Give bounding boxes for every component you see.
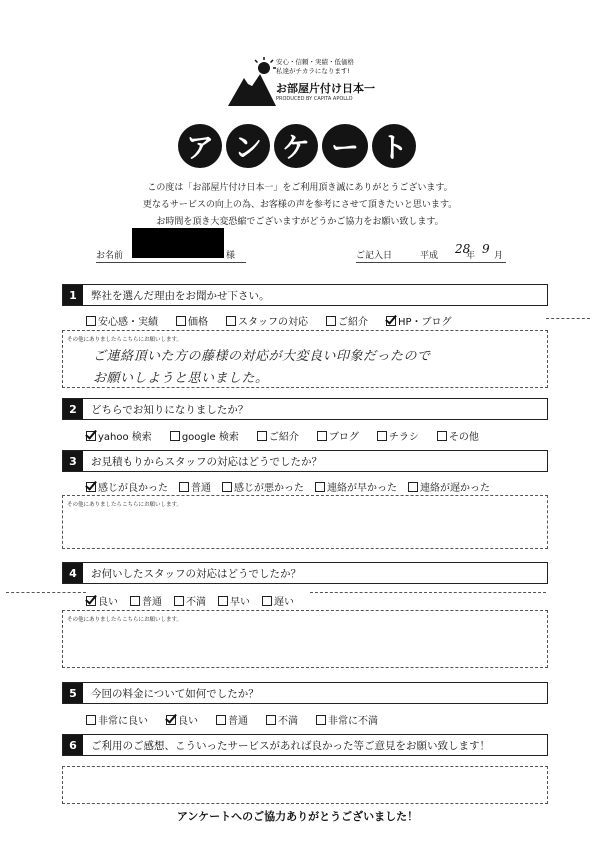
checkbox[interactable] [130, 596, 140, 606]
question-2-options [86, 428, 479, 443]
checkbox-checked[interactable] [166, 715, 176, 725]
question-text: お見積もりからスタッフの対応はどうでしたか？ [91, 456, 322, 468]
checkbox[interactable] [437, 431, 447, 441]
checkbox[interactable] [262, 596, 272, 606]
checkbox[interactable] [408, 482, 418, 492]
title-char: ト [372, 124, 416, 168]
date-month-handwritten: 9 [482, 242, 490, 256]
option-slow-contact[interactable]: 連絡が遅かった [408, 479, 490, 494]
page-title [178, 122, 422, 172]
question-5-options [86, 712, 378, 727]
checkbox-checked[interactable] [86, 596, 96, 606]
option-dissatisfied[interactable]: 不満 [174, 593, 206, 608]
intro-text: この度は「お部屋片付け日本一」をご利用頂き誠にありがとうございます。 更なるサービスの向上の為、お客様の声を参考にさせて頂きたいと思います。 お時間を頂き大変恐縮でございますがどうかご協力をお願い致します。 [142, 183, 458, 227]
comment-box-1[interactable] [62, 330, 548, 388]
question-1 [62, 284, 548, 306]
checkbox[interactable] [316, 715, 326, 725]
checkbox-checked[interactable] [86, 431, 96, 441]
checkbox[interactable] [315, 482, 325, 492]
date-underline [356, 262, 506, 263]
checkbox[interactable] [326, 316, 336, 326]
checkbox[interactable] [216, 715, 226, 725]
date-era: 平成 [420, 251, 439, 261]
option-price[interactable]: 価格 [176, 313, 208, 328]
option-anshin[interactable]: 安心感・実績 [86, 313, 158, 328]
checkbox[interactable] [179, 482, 189, 492]
checkbox[interactable] [86, 715, 96, 725]
question-number: 1 [63, 285, 83, 305]
date-label: ご記入日 [356, 251, 393, 261]
question-text: お伺いしたスタッフの対応はどうでしたか？ [91, 568, 301, 580]
option-normal[interactable]: 普通 [179, 479, 211, 494]
checkbox[interactable] [176, 316, 186, 326]
question-number: 3 [63, 451, 83, 471]
question-6 [62, 734, 548, 756]
handwritten-comment-line: お願いしようと思いました。 [93, 371, 269, 386]
option-other[interactable]: その他 [437, 428, 479, 443]
date-month-unit: 月 [494, 251, 504, 261]
checkbox-checked[interactable] [386, 316, 396, 326]
logo-name: お部屋片付け日本一 [276, 82, 375, 95]
checkbox[interactable] [218, 596, 228, 606]
name-suffix: 様 [226, 251, 236, 261]
question-number: 6 [63, 735, 83, 755]
stray-dashed-line [6, 592, 86, 593]
question-number: 5 [63, 683, 83, 703]
checkbox[interactable] [377, 431, 387, 441]
option-yahoo[interactable]: yahoo 検索 [86, 428, 152, 443]
checkbox[interactable] [174, 596, 184, 606]
checkbox[interactable] [170, 431, 180, 441]
question-5 [62, 682, 548, 704]
comment-box-6[interactable] [62, 766, 548, 804]
checkbox[interactable] [86, 316, 96, 326]
footer-thanks: アンケートへのご協力ありがとうございました！ [176, 810, 419, 823]
option-normal[interactable]: 普通 [216, 712, 248, 727]
comment-hint: その他にありましたらこちらにお願いします。 [67, 502, 183, 508]
date-year-unit: 年 [466, 251, 476, 261]
question-text: 弊社を選んだ理由をお聞かせ下さい。 [91, 290, 270, 302]
option-referral[interactable]: ご紹介 [326, 313, 368, 328]
question-1-options [86, 313, 452, 328]
question-text: ご利用のご感想、こういったサービスがあれば良かった等ご意見をお願い致します！ [91, 740, 490, 752]
question-3-options [86, 479, 490, 494]
option-google[interactable]: google 検索 [170, 428, 239, 443]
option-flyer[interactable]: チラシ [377, 428, 419, 443]
option-good[interactable]: 良い [86, 593, 118, 608]
stray-dashed-line [546, 318, 590, 319]
question-number: 4 [63, 563, 83, 583]
question-2 [62, 398, 548, 420]
comment-hint: その他にありましたらこちらにお願いします。 [67, 617, 183, 623]
option-slow[interactable]: 遅い [262, 593, 294, 608]
logo-tagline: 安心・信頼・実績・低価格 私達がチカラになります! [276, 58, 354, 75]
option-very-good[interactable]: 非常に良い [86, 712, 148, 727]
option-referral[interactable]: ご紹介 [257, 428, 299, 443]
question-4-options [86, 593, 294, 608]
option-good-impression[interactable]: 感じが良かった [86, 479, 168, 494]
title-char: ケ [274, 124, 318, 168]
option-hp-blog[interactable]: HP・ブログ [386, 313, 452, 328]
checkbox-checked[interactable] [86, 482, 96, 492]
question-text: どちらでお知りになりましたか？ [91, 404, 249, 416]
option-blog[interactable]: ブログ [317, 428, 359, 443]
checkbox[interactable] [317, 431, 327, 441]
question-4 [62, 562, 548, 584]
option-dissatisfied[interactable]: 不満 [266, 712, 298, 727]
question-text: 今回の料金について如何でしたか？ [91, 688, 259, 700]
comment-box-4[interactable] [62, 610, 548, 668]
option-very-dissatisfied[interactable]: 非常に不満 [316, 712, 378, 727]
checkbox[interactable] [257, 431, 267, 441]
handwritten-comment-line: ご連絡頂いた方の藤様の対応が大変良い印象だったので [93, 349, 431, 364]
stray-dashed-line [310, 592, 546, 593]
title-char: ー [322, 124, 368, 168]
option-fast[interactable]: 早い [218, 593, 250, 608]
name-label: お名前 [96, 251, 124, 261]
title-char: ン [226, 124, 270, 168]
comment-box-3[interactable] [62, 495, 548, 549]
name-underline [96, 262, 246, 263]
option-staff[interactable]: スタッフの対応 [226, 313, 308, 328]
option-normal[interactable]: 普通 [130, 593, 162, 608]
name-redaction [132, 228, 224, 258]
option-good[interactable]: 良い [166, 712, 198, 727]
checkbox[interactable] [226, 316, 236, 326]
option-bad-impression[interactable]: 感じが悪かった [222, 479, 304, 494]
title-char: ア [178, 124, 222, 168]
question-number: 2 [63, 399, 83, 419]
question-3 [62, 450, 548, 472]
checkbox[interactable] [222, 482, 232, 492]
comment-hint: その他にありましたらこちらにお願いします。 [67, 337, 183, 343]
date-year-handwritten: 28 [455, 242, 471, 256]
checkbox[interactable] [266, 715, 276, 725]
option-fast-contact[interactable]: 連絡が早かった [315, 479, 397, 494]
logo-subtitle: PRODUCED BY CAPITA APOLLO [276, 96, 353, 102]
